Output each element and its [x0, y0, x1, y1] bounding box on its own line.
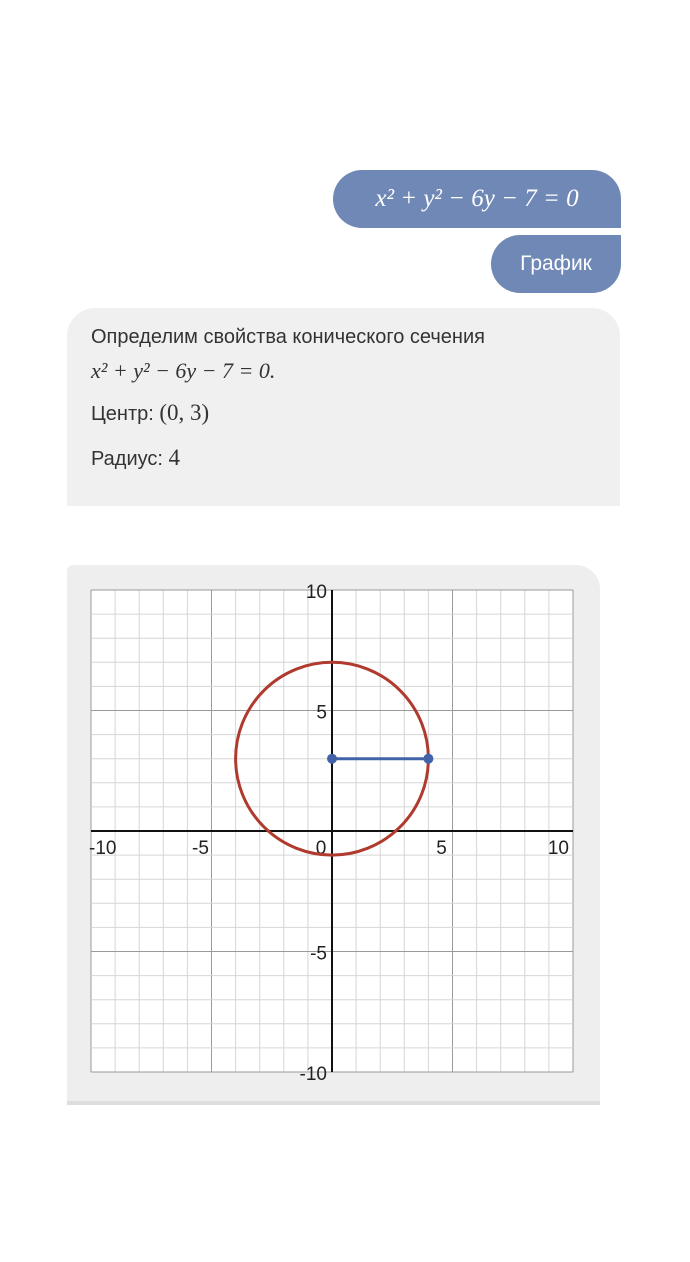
- y-tick-label: 10: [305, 582, 327, 603]
- answer-intro: Определим свойства конического сечения: [91, 326, 485, 348]
- answer-equation: x² + y² − 6y − 7 = 0.: [91, 358, 276, 383]
- x-tick-label: 5: [436, 838, 447, 859]
- x-tick-label: -10: [89, 838, 117, 859]
- radius-label: Радиус:: [91, 448, 163, 470]
- equation-bubble: x² + y² − 6y − 7 = 0: [333, 170, 621, 228]
- y-tick-label: -5: [310, 943, 327, 965]
- radius-endpoint: [423, 754, 433, 764]
- center-label: Центр:: [91, 403, 154, 425]
- center-row: [91, 400, 596, 427]
- x-tick-label: 0: [315, 838, 327, 859]
- center-value: (0, 3): [159, 400, 210, 425]
- conic-plot: [67, 565, 600, 1101]
- radius-value: 4: [168, 445, 181, 470]
- center-point: [327, 754, 337, 764]
- y-tick-label: -10: [299, 1064, 327, 1085]
- graph-card: [67, 565, 600, 1105]
- x-tick-label: -5: [192, 838, 209, 859]
- graph-button[interactable]: График: [491, 235, 621, 293]
- y-tick-label: 5: [316, 702, 327, 724]
- x-tick-label: 10: [547, 838, 569, 859]
- radius-row: [91, 445, 596, 472]
- answer-card: [67, 308, 620, 506]
